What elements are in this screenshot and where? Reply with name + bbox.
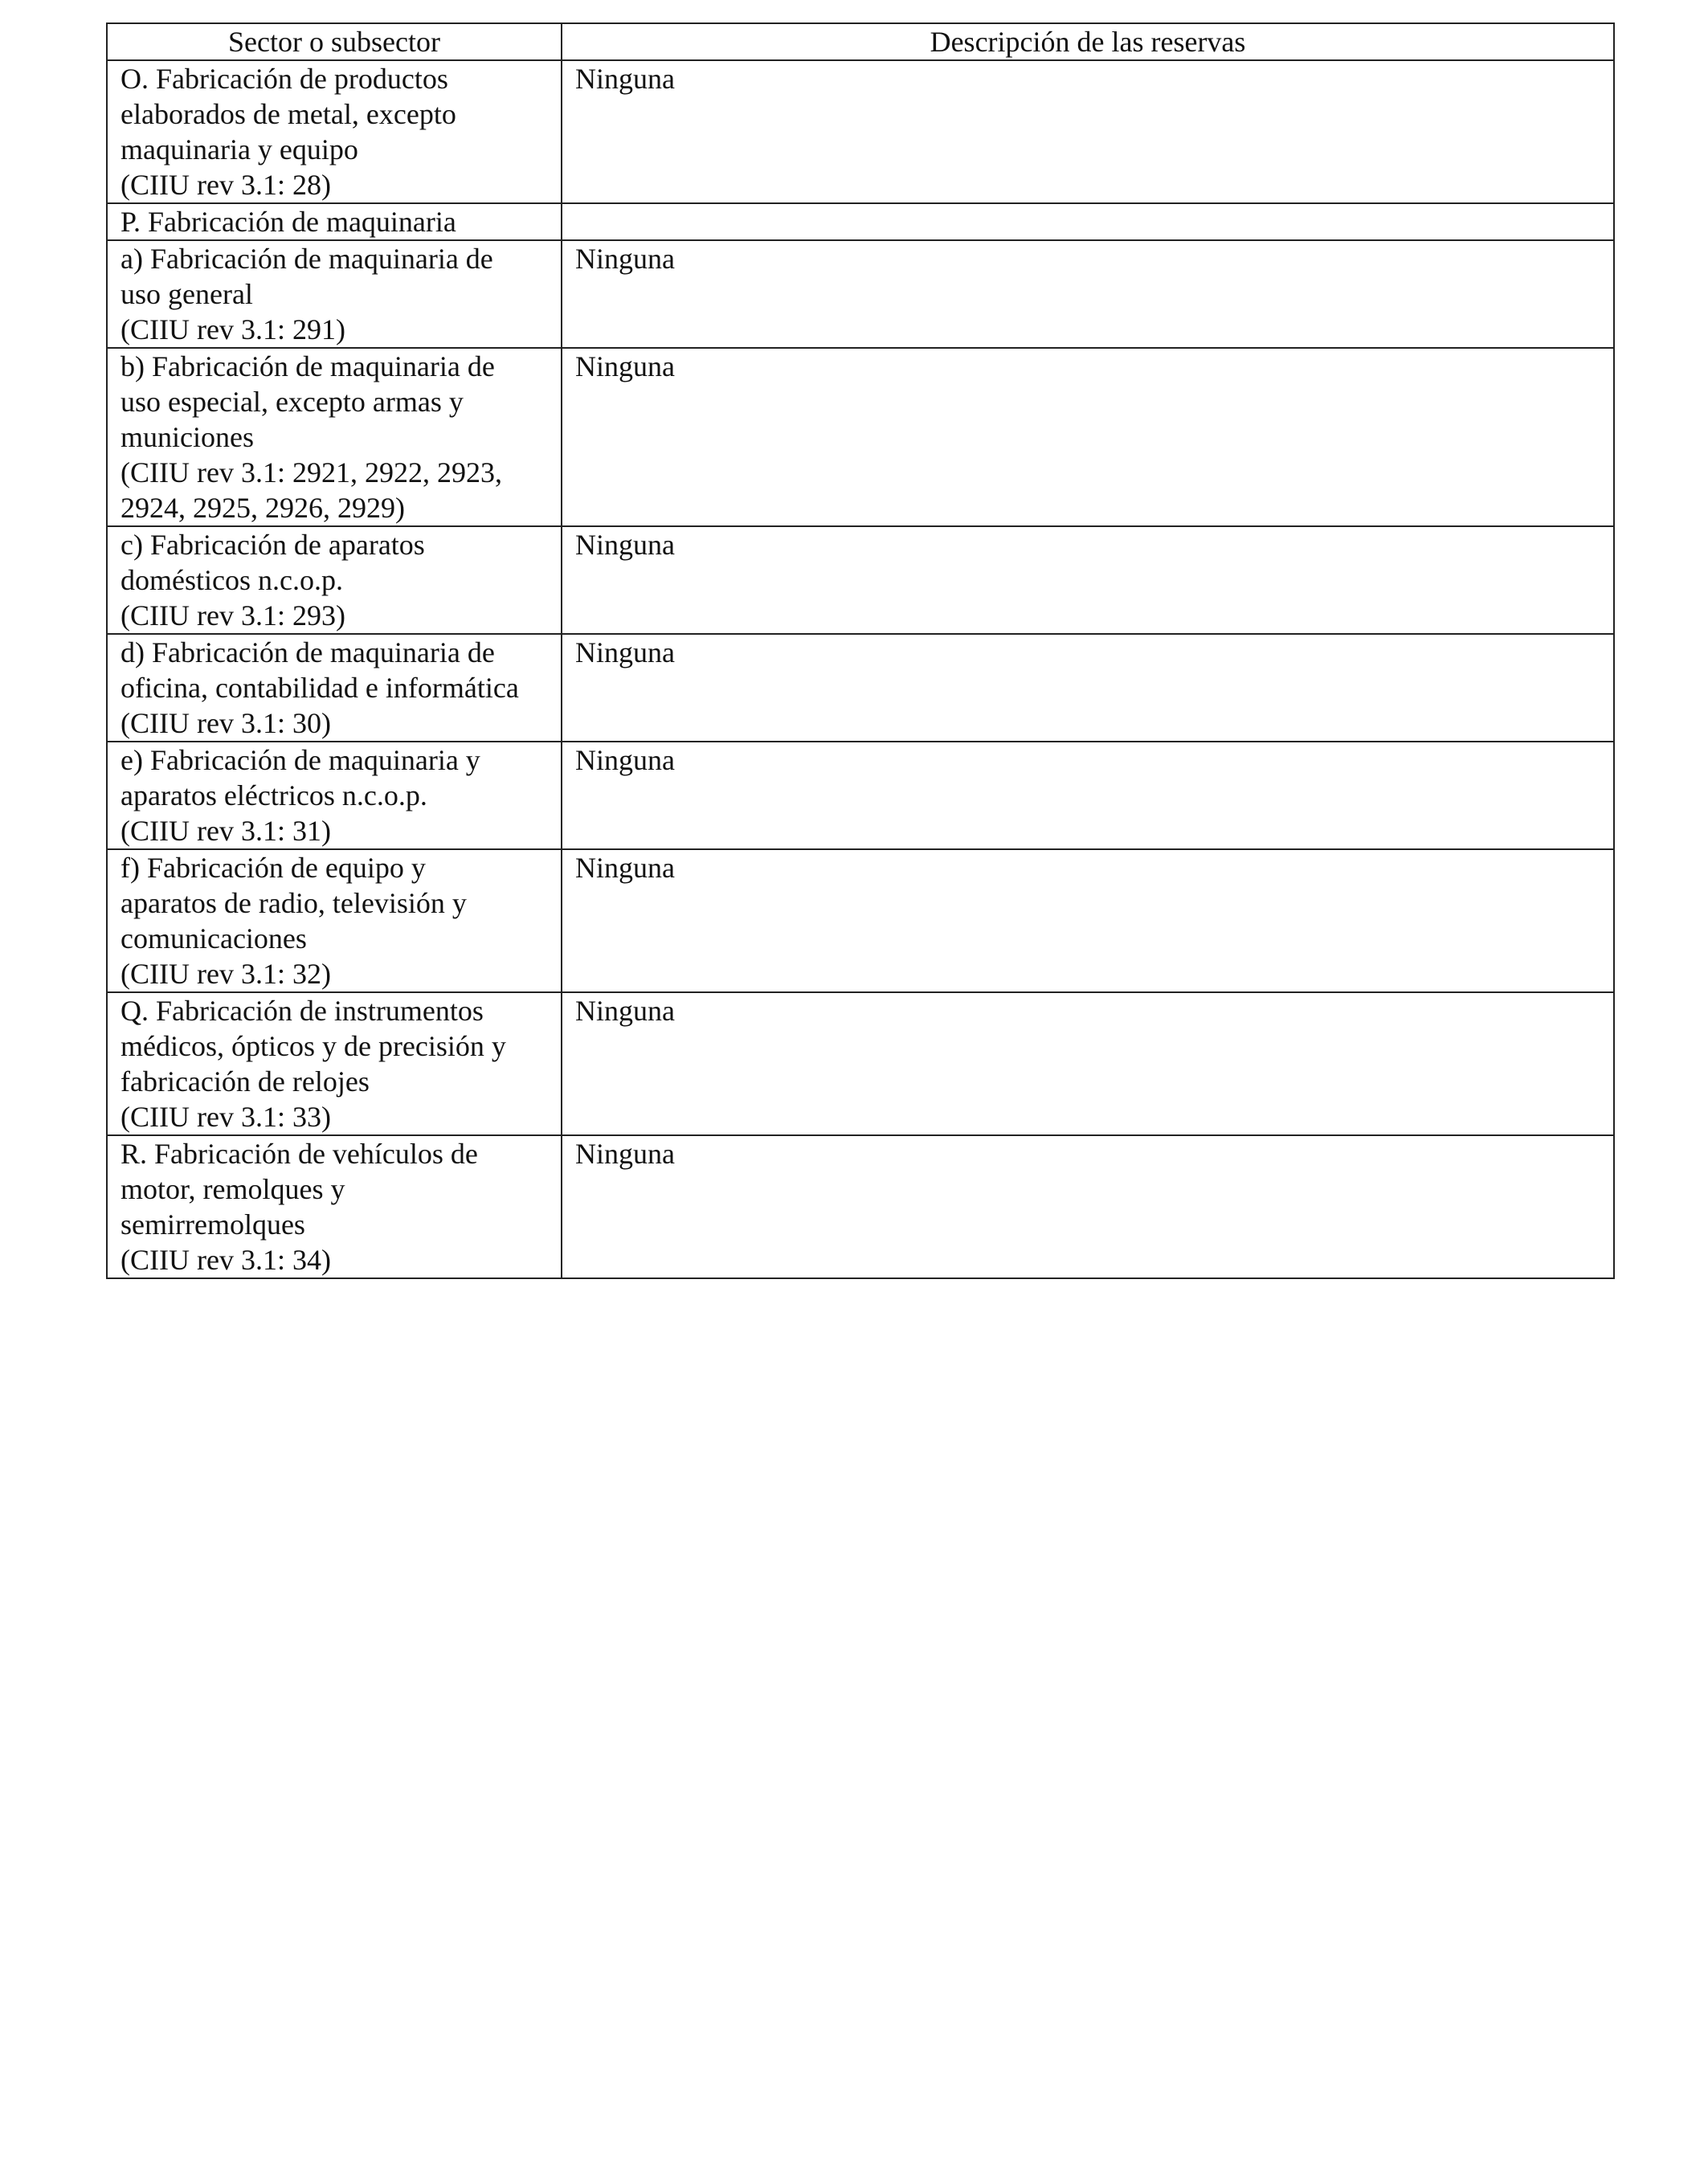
sector-cell <box>107 1135 562 1278</box>
description-text: Ninguna <box>575 852 675 884</box>
sector-text: e) Fabricación de maquinaria y aparatos eléctricos n.c.o.p. (CIIU rev 3.1: 31) <box>121 744 480 847</box>
description-cell <box>562 1135 1614 1278</box>
sector-text: f) Fabricación de equipo y aparatos de radio, televisión y comunicaciones (CIIU rev 3.1: 32) <box>121 852 467 990</box>
sector-text: c) Fabricación de aparatos domésticos n.c.o.p. (CIIU rev 3.1: 293) <box>121 529 425 632</box>
header-sector: Sector o subsector <box>107 23 562 60</box>
sector-cell <box>107 240 562 348</box>
table-row <box>107 60 1614 203</box>
sector-text: d) Fabricación de maquinaria de oficina, contabilidad e informática (CIIU rev 3.1: 30) <box>121 636 519 739</box>
description-text: Ninguna <box>575 63 675 95</box>
description-text: Ninguna <box>575 243 675 275</box>
sector-cell <box>107 849 562 992</box>
reservations-table <box>106 22 1615 1279</box>
sector-text: P. Fabricación de maquinaria <box>121 206 456 238</box>
description-cell <box>562 526 1614 634</box>
description-cell <box>562 348 1614 526</box>
description-cell <box>562 634 1614 742</box>
sector-cell <box>107 992 562 1135</box>
sector-text: Q. Fabricación de instrumentos médicos, ópticos y de precisión y fabricación de relojes (CIIU rev 3.1: 33) <box>121 995 506 1133</box>
description-cell <box>562 992 1614 1135</box>
sector-text: b) Fabricación de maquinaria de uso especial, excepto armas y municiones (CIIU rev 3.1: 2921, 2922, 2923, 2924, 2925, 2926, 2929) <box>121 350 502 524</box>
sector-cell <box>107 634 562 742</box>
table-row <box>107 634 1614 742</box>
description-text: Ninguna <box>575 995 675 1027</box>
sector-text: O. Fabricación de productos elaborados de metal, excepto maquinaria y equipo (CIIU rev 3.1: 28) <box>121 63 456 201</box>
description-text: Ninguna <box>575 350 675 382</box>
table-row <box>107 203 1614 240</box>
description-text: Ninguna <box>575 744 675 776</box>
sector-text: R. Fabricación de vehículos de motor, remolques y semirremolques (CIIU rev 3.1: 34) <box>121 1138 478 1276</box>
description-cell <box>562 849 1614 992</box>
sector-cell <box>107 203 562 240</box>
sector-cell <box>107 348 562 526</box>
table-row <box>107 1135 1614 1278</box>
description-cell <box>562 203 1614 240</box>
sector-cell <box>107 526 562 634</box>
header-row <box>107 23 1614 60</box>
table-row <box>107 526 1614 634</box>
header-description: Descripción de las reservas <box>562 23 1614 60</box>
table-row <box>107 240 1614 348</box>
table-row <box>107 348 1614 526</box>
table-row <box>107 849 1614 992</box>
description-text: Ninguna <box>575 529 675 561</box>
description-cell <box>562 240 1614 348</box>
description-cell <box>562 742 1614 849</box>
description-cell <box>562 60 1614 203</box>
description-text: Ninguna <box>575 1138 675 1170</box>
table-header <box>107 23 1614 60</box>
table-row <box>107 742 1614 849</box>
sector-text: a) Fabricación de maquinaria de uso general (CIIU rev 3.1: 291) <box>121 243 493 345</box>
sector-cell <box>107 60 562 203</box>
sector-cell <box>107 742 562 849</box>
table-row <box>107 992 1614 1135</box>
description-text: Ninguna <box>575 636 675 668</box>
table-body <box>107 60 1614 1278</box>
